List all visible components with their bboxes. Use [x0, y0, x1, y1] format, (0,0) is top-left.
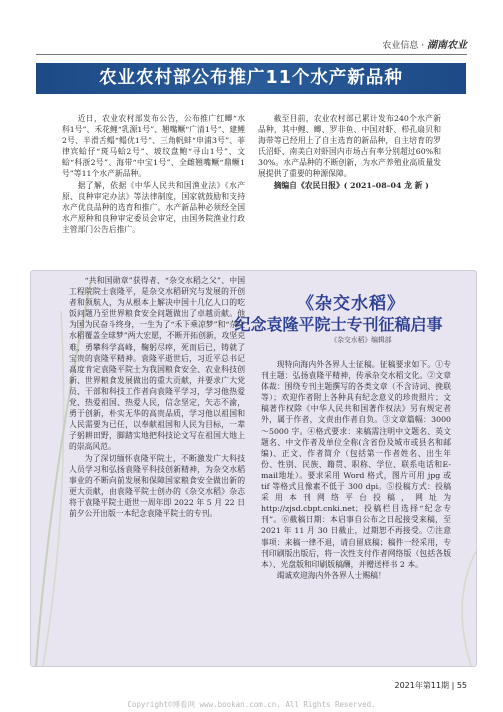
notice-column-1 [69, 275, 245, 659]
header-rule [36, 54, 467, 55]
call-for-papers-panel [30, 270, 477, 667]
news-column-2 [258, 113, 441, 263]
copyright-watermark: Copyright©博看网 www.bookan.com.cn. All Rights Reserved. [127, 700, 376, 709]
notice-title: 纪念袁隆平院士专刊征稿启事 [234, 315, 443, 334]
page-number: 2021年第11期 | 55 [394, 681, 467, 690]
section-label: 农业信息 [382, 41, 419, 51]
notice-paragraph-3: 现特向海内外各界人士征稿。征稿要求如下。①专刊主题：弘扬袁隆平精神，传承杂交水稻文化。②文章体裁：围绕专刊主题撰写的各类文章（不含诗词、挽联等）；欢迎作者附上各种具有纪念意义的珍贵照片；文稿著作权除《中华人民共和国著作权法》另有规定者外，属于作者，文责由作者自负。③文章篇幅：3000～5000 字。④格式要求：来稿需注明中文题名、英文题名、中文作者及单位全称(含省份及城市或县名和邮编)、正文、作者简介（包括第一作者姓名、出生年份、性别、民族、籍贯、职称、学位、联系电话和E-mail地址）。要求采用 Word 格式，图片可用 jpg 或 tif 等格式且像素不低于 300 dpi。⑤投稿方式：投稿采用本刊网络平台投稿，网址为http://zjsd.cbpt.cnki.net；投稿栏目选择“纪念专刊”。⑥截稿日期：本启事自公布之日起接受来稿，至 2021 年 11 月 30 日截止，过期恕不再接受。⑦注意事项：来稿一律不退，请自留底稿；稿件一经采用，专刊印刷版出版后，将一次性支付作者网络版（包括各版本）、光盘版和印刷版稿酬，并赠送样书 2 本。 [261, 360, 451, 569]
running-header: 农业信息 · 湖南农业 [382, 40, 467, 51]
news-source: 摘编自《农民日报》( 2021–08–04 龙 新 ) [273, 180, 429, 190]
notice-journal-title: 《杂交水稻》 [297, 294, 405, 314]
notice-paragraph-1: “共和国勋章”获得者、“杂交水稻之父”、中国工程院院士袁隆平，是杂交水稻研究与发展的开创者和领航人，为从根本上解决中国十几亿人口的吃饭问题乃至世界粮食安全问题做出了卓越贡献。他为国为民奋斗终身，一生为了“禾下乘凉梦”和“杂交水稻覆盖全球梦”两大宏愿，不断开拓创新，攻坚克难，勇攀科学高峰，鞠躬尽瘁，死而后已，铸就了宝贵的袁隆平精神。袁隆平逝世后，习近平总书记高度肯定袁隆平院士为我国粮食安全、农业科技创新、世界粮食发展做出的重大贡献，并要求广大党员、干部和科技工作者向袁隆平学习，学习他热爱党、热爱祖国、热爱人民，信念坚定，矢志不渝，勇于创新，朴实无华的高贵品质，学习他以祖国和人民需要为已任，以奉献祖国和人民为目标，一辈子躬耕田野，脚踏实地把科技论文写在祖国大地上的崇高风范。 [69, 276, 245, 452]
notice-credit: 《杂交水稻》编辑部 [330, 336, 392, 344]
news-paragraph-1: 近日，农业农村部发布公告，公布推广红鲫“水科1号”、禾花鲤“乳源1号”、翘嘴鳜“广清1号”、建鲤2号、半滑舌鳎“鳎优1号”、三角帆蚌“申浦3号”、菲律宾蛤仔“斑马蛤2号”、坡纹盘鲍“寻山1号”、文蛤“科浙2号”、海带“中宝1号”、全雌翘嘴鳜“鼎鳜1号”等11个水产新品种。 [62, 114, 245, 179]
article-title-banner: 农业农村部公布推广11个水产新品种 [36, 63, 466, 94]
notice-closing: 竭诚欢迎海内外各界人士赐稿！ [276, 570, 386, 580]
notice-paragraph-2: 为了深切缅怀袁隆平院士，不断激发广大科技人员学习和弘扬袁隆平科技创新精神，为杂交水稻事业的不断向前发展和保障国家粮食安全做出新的更大贡献，由袁隆平院士创办的《杂交水稻》杂志将于袁隆平院士逝世一周年即 2022 年 5 月 22 日前夕公开出版一本纪念袁隆平院士的专刊。 [69, 453, 245, 518]
news-paragraph-2: 据了解，依据《中华人民共和国渔业法》《水产原、良种审定办法》等法律制度，国家就鼓励和支持水产优良品种的选育和推广。水产新品种必须经全国水产原种和良种审定委员会审定，由国务院渔业行政主管部门公告后推广。 [62, 180, 245, 234]
magazine-logo: 湖南农业 [427, 40, 467, 51]
news-paragraph-3: 截至目前，农业农村部已累计发布240个水产新品种，其中鲤、鲫、罗非鱼、中国对虾、栉孔扇贝和海带等已经用上了自主选育的新品种，自主培育的罗氏沼虾、南美白对虾国内市场占有率分别超过60%和30%。水产品种的不断创新，为水产养殖业高质量发展提供了重要的种源保障。 [258, 114, 441, 179]
notice-column-2 [261, 359, 451, 659]
news-column-1 [62, 113, 245, 263]
